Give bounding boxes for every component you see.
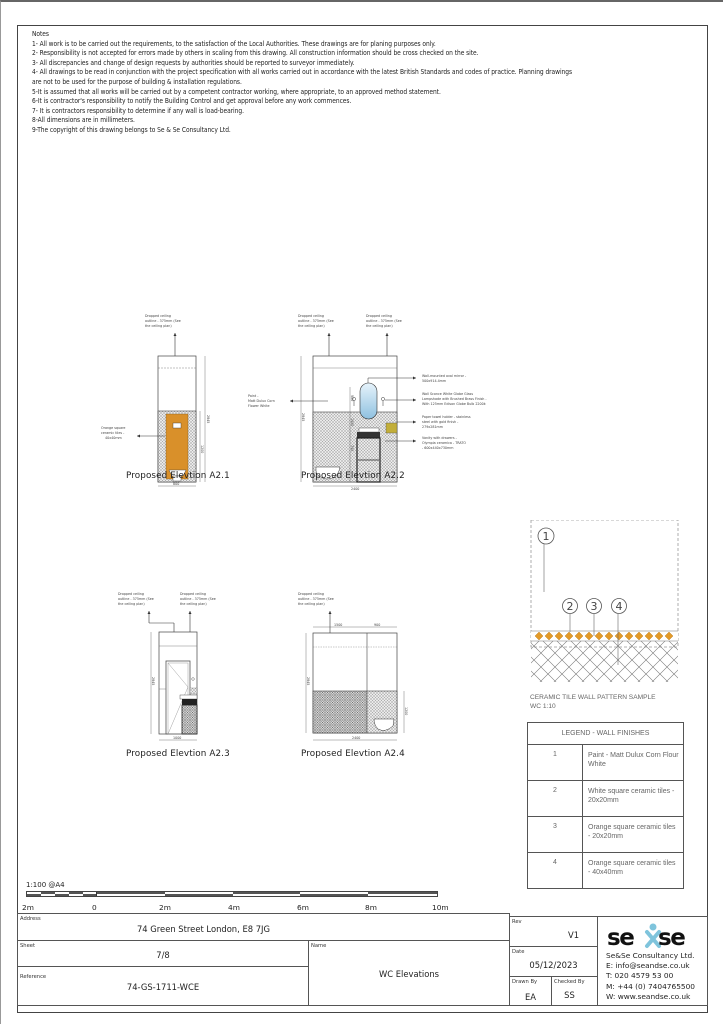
company-email: E: info@seandse.co.uk <box>606 961 690 971</box>
svg-text:4: 4 <box>615 600 623 613</box>
date-value: 05/12/2023 <box>529 960 578 970</box>
name-cell: Name WC Elevations <box>308 940 510 1006</box>
legend-row: 1 Paint - Matt Dulux Corn Flour White <box>528 745 684 781</box>
svg-text:3: 3 <box>590 600 598 613</box>
svg-text:With 125mm Edison Globe Bulb 2: With 125mm Edison Globe Bulb 2200k <box>422 402 486 406</box>
elevation-a2-4-caption: Proposed Elevtion A2.4 <box>301 749 405 759</box>
svg-text:2845: 2845 <box>301 413 305 422</box>
svg-text:1500: 1500 <box>350 418 354 427</box>
note-item: 6-It is contractor's responsibility to notify the Building Control and get approval before any work commences. <box>32 97 352 106</box>
svg-text:2400: 2400 <box>352 736 361 740</box>
address-value: 74 Green Street London, E8 7JG <box>136 924 271 934</box>
scale-tick: 8m <box>365 903 377 912</box>
svg-text:1200: 1200 <box>404 707 408 716</box>
svg-text:Flower White: Flower White <box>248 404 270 408</box>
svg-text:outline - 375mm (See: outline - 375mm (See <box>298 319 334 323</box>
scale-tick: 2m <box>159 903 171 912</box>
scale-tick: 0 <box>92 903 97 912</box>
svg-text:279x281mm: 279x281mm <box>422 425 443 429</box>
svg-text:se: se <box>658 925 685 950</box>
svg-text:1: 1 <box>542 530 550 543</box>
scale-tick: 6m <box>297 903 309 912</box>
svg-text:Dropped ceiling: Dropped ceiling <box>298 592 324 596</box>
svg-text:steel with gold finish -: steel with gold finish - <box>422 420 459 424</box>
note-item: 7- It is contractors responsibility to determine if any wall is load-bearing. <box>32 106 244 115</box>
note-item: 4- All drawings to be read in conjunction with the project specification with all works carried out in accordance with the latest British Standards and codes of practice. Planning drawings are not to be used for the purpose of building & installation regulations. <box>32 68 573 86</box>
svg-text:the ceiling plan): the ceiling plan) <box>145 324 172 328</box>
svg-text:outline - 375mm (See: outline - 375mm (See <box>366 319 402 323</box>
svg-text:1200: 1200 <box>200 445 204 454</box>
elevation-a2-2-drawing <box>240 305 530 490</box>
svg-text:2: 2 <box>566 600 574 613</box>
legend-row: 4 Orange square ceramic tiles - 40x40mm <box>528 853 684 889</box>
svg-text:Dropped ceiling: Dropped ceiling <box>180 592 206 596</box>
svg-text:1500: 1500 <box>334 623 343 627</box>
scale-tick: 2m <box>22 903 34 912</box>
svg-text:outline - 375mm (See: outline - 375mm (See <box>145 319 181 323</box>
date-cell: Date 05/12/2023 <box>509 946 598 977</box>
note-item: 1- All work is to be carried out the requirements, to the satisfaction of the Local Authorities. These drawings are for planing purposes only. <box>32 39 436 48</box>
scale-tick: 4m <box>228 903 240 912</box>
sheet-value: 7/8 <box>156 950 170 960</box>
svg-text:the ceiling plan): the ceiling plan) <box>366 324 393 328</box>
svg-text:Orange square: Orange square <box>101 426 126 430</box>
elevation-a2-1-drawing <box>95 305 235 490</box>
ceiling-note-line: Dropped ceiling <box>145 314 171 318</box>
notes-heading: Notes <box>32 30 49 38</box>
svg-text:730: 730 <box>350 445 354 452</box>
svg-text:Vanity with drawers -: Vanity with drawers - <box>422 436 457 440</box>
company-name: Se&Se Consultancy Ltd. <box>606 951 695 960</box>
company-phone: T: 020 4579 53 00 <box>606 971 674 981</box>
rev-value: V1 <box>567 930 580 940</box>
svg-text:the ceiling plan): the ceiling plan) <box>118 602 145 606</box>
svg-text:Wall-mounted oval mirror -: Wall-mounted oval mirror - <box>422 374 467 378</box>
svg-text:- 600x440x730mm: - 600x440x730mm <box>422 446 454 450</box>
svg-text:Dropped ceiling: Dropped ceiling <box>118 592 144 596</box>
pattern-caption: CERAMIC TILE WALL PATTERN SAMPLE WC 1:10 <box>530 694 656 710</box>
company-logo <box>606 920 696 950</box>
elevation-a2-4-drawing <box>290 585 420 755</box>
notes-block <box>32 30 582 136</box>
note-item: 5-It is assumed that all works will be carried out by a competent contractor working, where appropriate, to an approved method statement. <box>32 87 441 96</box>
svg-text:Matt Dulux Corn: Matt Dulux Corn <box>248 399 275 403</box>
svg-text:Paper towel holder - stainless: Paper towel holder - stainless <box>422 415 471 419</box>
elevation-a2-3-caption: Proposed Elevtion A2.3 <box>126 749 230 759</box>
svg-text:the ceiling plan): the ceiling plan) <box>298 602 325 606</box>
company-mobile: M: +44 (0) 7404765500 <box>606 981 696 991</box>
scale-label: 1:100 @A4 <box>26 881 65 889</box>
rev-cell: Rev V1 <box>509 916 598 947</box>
svg-text:40x40mm: 40x40mm <box>105 436 122 440</box>
svg-text:Paint -: Paint - <box>248 394 259 398</box>
svg-text:2845: 2845 <box>206 415 210 424</box>
elevation-a2-2-caption: Proposed Elevtion A2.2 <box>301 471 405 481</box>
note-item: 8-All dimensions are in millimeters. <box>32 116 135 125</box>
scale-tick: 10m <box>432 903 449 912</box>
svg-text:900: 900 <box>350 395 354 402</box>
note-item: 9-The copyright of this drawing belongs to Se & Se Consultancy Ltd. <box>32 125 231 134</box>
checked-by-value: SS <box>564 990 575 1000</box>
reference-cell: Reference 74-GS-1711-WCE <box>17 966 309 1006</box>
svg-text:outline - 375mm (See: outline - 375mm (See <box>298 597 334 601</box>
elevation-a2-3-drawing <box>110 585 240 755</box>
svg-text:2845: 2845 <box>306 677 310 686</box>
legend-row: 2 White square ceramic tiles - 20x20mm <box>528 781 684 817</box>
elevation-a2-1-caption: Proposed Elevtion A2.1 <box>126 471 230 481</box>
svg-text:2400: 2400 <box>351 487 360 490</box>
drawing-name-value: WC Elevations <box>378 969 440 979</box>
address-cell: Address 74 Green Street London, E8 7JG <box>17 913 510 941</box>
sheet-cell: Sheet 7/8 <box>17 940 309 967</box>
legend-title: LEGEND - WALL FINISHES <box>528 723 684 745</box>
drawn-by-value: EA <box>524 992 537 1002</box>
svg-text:800: 800 <box>173 482 180 486</box>
svg-text:outline - 375mm (See: outline - 375mm (See <box>118 597 154 601</box>
drawn-by-cell: Drawn By EA <box>509 976 552 1006</box>
legend-wall-finishes <box>527 722 684 889</box>
note-item: 2- Responsibility is not accepted for errors made by others in scaling from this drawing. All construction information should be cross checked on the site. <box>32 49 479 58</box>
checked-by-cell: Checked By SS <box>551 976 598 1006</box>
svg-text:the ceiling plan): the ceiling plan) <box>180 602 207 606</box>
svg-text:outline - 375mm (See: outline - 375mm (See <box>180 597 216 601</box>
svg-text:Olympia ceramica - TRATO: Olympia ceramica - TRATO <box>422 441 466 445</box>
svg-text:se: se <box>607 925 634 950</box>
svg-text:500x914.4mm: 500x914.4mm <box>422 379 447 383</box>
scale-bar <box>26 891 438 897</box>
legend-row: 3 Orange square ceramic tiles - 20x20mm <box>528 817 684 853</box>
reference-value: 74-GS-1711-WCE <box>126 982 200 992</box>
tile-pattern-sample <box>520 520 690 695</box>
svg-text:900: 900 <box>374 623 381 627</box>
company-website: W: www.seandse.co.uk <box>606 991 691 1001</box>
note-item: 3- All discrepancies and change of design requests by authorities should be reported to surveyor immediately. <box>32 58 355 67</box>
svg-text:1000: 1000 <box>173 736 182 740</box>
svg-text:Lampshade with Brushed Brass F: Lampshade with Brushed Brass Finish - <box>422 397 487 401</box>
svg-text:the ceiling plan): the ceiling plan) <box>298 324 325 328</box>
svg-text:2845: 2845 <box>151 677 155 686</box>
svg-text:Dropped ceiling: Dropped ceiling <box>366 314 392 318</box>
company-contact <box>606 951 695 1002</box>
svg-text:Dropped ceiling: Dropped ceiling <box>298 314 324 318</box>
svg-text:ceramic tiles -: ceramic tiles - <box>101 431 125 435</box>
svg-text:Wall Sconce White Globe Glass: Wall Sconce White Globe Glass <box>422 392 474 396</box>
